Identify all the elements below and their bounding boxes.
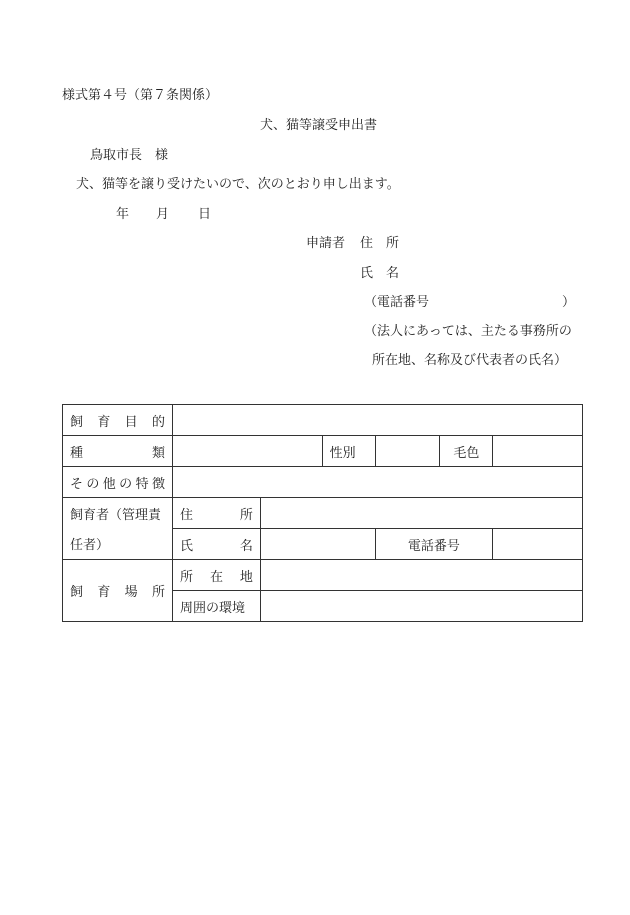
row-place-location	[63, 560, 583, 591]
keeper-address-label: 住 所	[172, 498, 260, 529]
location-field[interactable]	[260, 560, 582, 591]
keeper-address-field[interactable]	[260, 498, 582, 529]
keeper-name-label: 氏 名	[172, 529, 260, 560]
keeper-name-field[interactable]	[260, 529, 375, 560]
row-purpose	[63, 405, 583, 436]
features-field[interactable]	[172, 467, 582, 498]
keeper-label-line2: 任者）	[63, 529, 173, 560]
applicant-phone-close: ）	[562, 295, 576, 310]
applicant-label: 申請者	[306, 236, 346, 251]
date-day: 日	[198, 207, 212, 222]
color-label: 毛色	[440, 436, 493, 467]
location-label: 所 在 地	[172, 560, 260, 591]
kind-label: 種 類	[63, 436, 173, 467]
applicant-address-label: 住 所	[360, 236, 400, 251]
kind-field[interactable]	[172, 436, 322, 467]
keeper-phone-label: 電話番号	[375, 529, 493, 560]
purpose-field[interactable]	[172, 405, 582, 436]
application-table	[62, 404, 583, 622]
row-keeper-address	[63, 498, 583, 529]
row-keeper-name	[63, 529, 583, 560]
date-year: 年	[116, 207, 130, 222]
place-label: 飼 育 場 所	[63, 560, 173, 622]
corporate-note-line1: （法人にあっては、主たる事務所の	[364, 324, 572, 339]
row-features	[63, 467, 583, 498]
addressee: 鳥取市長 様	[90, 148, 169, 163]
corporate-note-line2: 所在地、名称及び代表者の氏名）	[372, 353, 568, 368]
color-field[interactable]	[493, 436, 583, 467]
features-label: そ の 他 の 特 徴	[63, 467, 173, 498]
sex-label: 性別	[322, 436, 375, 467]
keeper-phone-field[interactable]	[493, 529, 583, 560]
keeper-label-line1: 飼育者（管理責	[63, 498, 173, 529]
applicant-phone-label: （電話番号	[364, 295, 430, 310]
date-month: 月	[156, 207, 170, 222]
sex-field[interactable]	[375, 436, 440, 467]
statement: 犬、猫等を譲り受けたいので、次のとおり申し出ます。	[76, 177, 400, 192]
applicant-name-label: 氏 名	[360, 266, 400, 281]
row-kind	[63, 436, 583, 467]
form-number: 様式第４号（第７条関係）	[62, 88, 219, 103]
document-title: 犬、猫等譲受申出書	[260, 118, 378, 133]
purpose-label: 飼 育 目 的	[63, 405, 173, 436]
surroundings-field[interactable]	[260, 591, 582, 622]
surroundings-label: 周囲の環境	[172, 591, 260, 622]
